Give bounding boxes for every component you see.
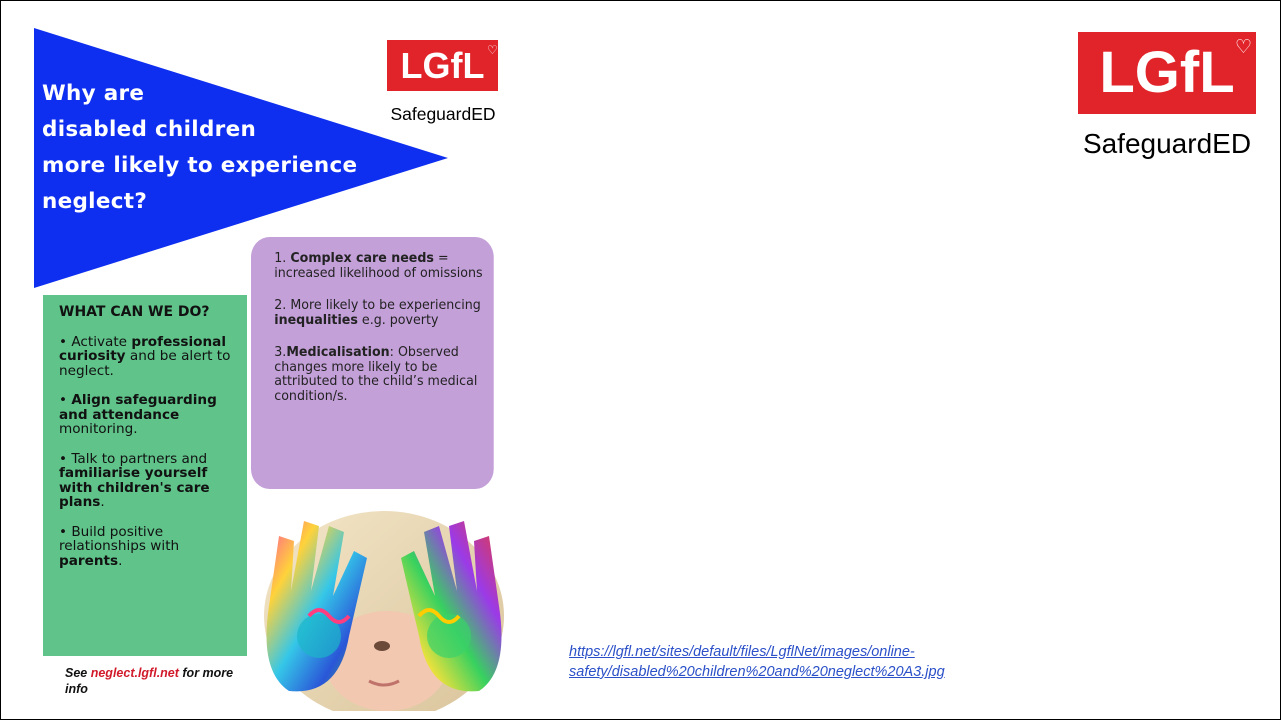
source-url-link[interactable]: https://lgfl.net/sites/default/files/LgflNet/images/online- safety/disabled%20children%20and%20neglect%20A3.jpg — [569, 644, 945, 680]
title-line: Why are — [42, 81, 145, 106]
logo-brand: LGfL — [1078, 32, 1256, 114]
lgfl-logo — [1067, 32, 1267, 162]
actions-heading: WHAT CAN WE DO? — [59, 304, 210, 320]
action-item: • Align safeguarding and attendance monitoring. — [59, 392, 217, 437]
action-item: • Build positive relationships with parents. — [59, 523, 180, 569]
title-line: more likely to experience — [42, 153, 358, 178]
poster-logo — [368, 40, 518, 130]
child-painted-hands-image — [249, 496, 519, 711]
reasons-box — [251, 237, 494, 489]
logo-subtitle: SafeguardED — [1082, 128, 1252, 159]
actions-box — [43, 295, 247, 656]
heart-icon: ♡ — [1235, 36, 1253, 58]
reason-item: 3.Medicalisation: Observed changes more likely to be attributed to the child’s medical condition/s. — [274, 344, 478, 404]
logo-brand: LGfL — [387, 40, 498, 91]
title-line: disabled children — [42, 117, 257, 142]
action-item: • Talk to partners and familiarise yourself with children's care plans. — [59, 450, 210, 510]
logo-subtitle: SafeguardED — [390, 104, 496, 124]
action-item: • Activate professional curiosity and be alert to neglect. — [59, 333, 231, 379]
see-more-note: See neglect.lgfl.net for more info — [65, 666, 234, 696]
neglect-link[interactable]: neglect.lgfl.net — [90, 666, 179, 680]
heart-icon: ♡ — [487, 43, 498, 57]
reason-item: 1. Complex care needs = increased likelihood of omissions — [274, 250, 483, 281]
poster-title — [42, 76, 358, 220]
reason-item: 2. More likely to be experiencing inequalities e.g. poverty — [274, 297, 481, 328]
title-line: neglect? — [42, 189, 148, 214]
